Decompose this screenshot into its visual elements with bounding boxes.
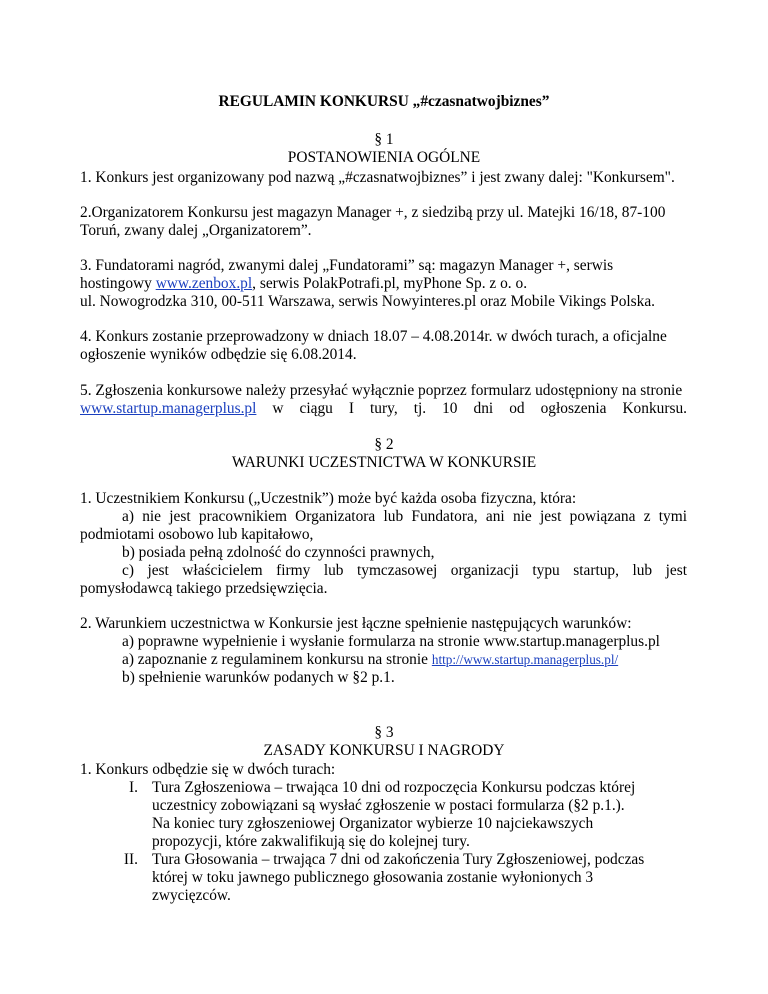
s2-list-item-b: b) spełnienie warunków podanych w §2 p.1. xyxy=(122,669,395,686)
s3-item-i-line-3: Na koniec tury zgłoszeniowej Organizator wybierze 10 najciekawszych xyxy=(152,815,594,832)
s3-paragraph-1: 1. Konkurs odbędzie się w dwóch turach: xyxy=(80,761,336,778)
section-1-number: § 1 xyxy=(374,131,394,148)
s2-a2-text-pre: a) zapoznanie z regulaminem konkursu na stronie xyxy=(122,651,432,668)
s3-item-ii-line-3: zwycięzców. xyxy=(152,887,231,904)
s2-item-a-line-2: podmiotami osobowo lub kapitałowo, xyxy=(80,526,314,543)
s2-item-a-line-1: a) nie jest pracownikiem Organizatora lub Fundatora, ani nie jest powiązana z tymi xyxy=(122,508,687,525)
s2-paragraph-2: 2. Warunkiem uczestnictwa w Konkursie jest łączne spełnienie następujących warunków: xyxy=(80,615,632,632)
s3-item-i-line-2: uczestnicy zobowiązani są wysłać zgłoszenie w postaci formularza (§2 p.1.). xyxy=(152,797,625,814)
s3-roman-i: I. xyxy=(129,779,138,796)
startup-managerplus-link[interactable]: www.startup.managerplus.pl xyxy=(80,400,257,417)
s1-p3-text-pre: hostingowy xyxy=(80,275,156,292)
s1-p5-text-post: w ciągu I tury, tj. 10 dni od ogłoszenia Konkursu. xyxy=(256,400,687,417)
s2-item-c-line-2: pomysłodawcą takiego przedsięwzięcia. xyxy=(80,580,328,597)
section-2-heading: WARUNKI UCZESTNICTWA W KONKURSIE xyxy=(231,454,537,471)
s1-paragraph-2-line-2: Toruń, zwany dalej „Organizatorem”. xyxy=(80,222,312,239)
s3-item-i-line-4: propozycji, które zakwalifikują się do kolejnej tury. xyxy=(152,833,470,850)
s3-roman-ii: II. xyxy=(123,851,138,868)
s1-paragraph-3-line-2 xyxy=(80,274,527,293)
zenbox-link[interactable]: www.zenbox.pl xyxy=(155,275,253,292)
s1-paragraph-5-line-1: 5. Zgłoszenia konkursowe należy przesyłać wyłącznie poprzez formularz udostępniony na stronie xyxy=(80,382,683,399)
section-1-heading: POSTANOWIENIA OGÓLNE xyxy=(287,149,481,166)
s2-paragraph-1: 1. Uczestnikiem Konkursu („Uczestnik”) może być każda osoba fizyczna, która: xyxy=(80,490,577,507)
s2-list-item-a1: a) poprawne wypełnienie i wysłanie formularza na stronie www.startup.managerplus.pl xyxy=(122,633,660,650)
document-title: REGULAMIN KONKURSU „#czasnatwojbiznes” xyxy=(218,93,550,110)
s2-item-c-line-1: c) jest właścicielem firmy lub tymczasowej organizacji typu startup, lub jest xyxy=(122,562,687,579)
section-3-heading: ZASADY KONKURSU I NAGRODY xyxy=(263,742,505,759)
s1-paragraph-5-line-2 xyxy=(80,399,687,418)
s1-paragraph-2-line-1: 2.Organizatorem Konkursu jest magazyn Manager +, z siedzibą przy ul. Matejki 16/18, 87-100 xyxy=(80,204,666,221)
s1-paragraph-4-line-1: 4. Konkurs zostanie przeprowadzony w dniach 18.07 – 4.08.2014r. w dwóch turach, a oficjalne xyxy=(80,328,667,345)
section-3-number: § 3 xyxy=(374,724,394,741)
s3-item-i-line-1: Tura Zgłoszeniowa – trwająca 10 dni od rozpoczęcia Konkursu podczas której xyxy=(152,779,636,796)
regulamin-link[interactable]: http://www.startup.managerplus.pl/ xyxy=(431,652,619,667)
s3-item-ii-line-2: której w toku jawnego publicznego głosowania zostanie wyłonionych 3 xyxy=(152,869,594,886)
s1-p3-text-post: , serwis PolakPotrafi.pl, myPhone Sp. z o. o. xyxy=(252,275,528,292)
s3-item-ii-line-1: Tura Głosowania – trwająca 7 dni od zakończenia Tury Zgłoszeniowej, podczas xyxy=(152,851,645,868)
s2-list-item-a2 xyxy=(122,650,618,669)
s1-paragraph-4-line-2: ogłoszenie wyników odbędzie się 6.08.2014. xyxy=(80,346,357,363)
s1-paragraph-3-line-1: 3. Fundatorami nagród, zwanymi dalej „Fundatorami” są: magazyn Manager +, serwis xyxy=(80,257,614,274)
s1-paragraph-3-line-3: ul. Nowogrodzka 310, 00-511 Warszawa, serwis Nowyinteres.pl oraz Mobile Vikings Polska. xyxy=(80,293,656,310)
s2-item-b: b) posiada pełną zdolność do czynności prawnych, xyxy=(122,544,435,561)
s1-paragraph-1: 1. Konkurs jest organizowany pod nazwą „#czasnatwojbiznes” i jest zwany dalej: "Konkursem". xyxy=(80,169,675,186)
section-2-number: § 2 xyxy=(374,436,394,453)
